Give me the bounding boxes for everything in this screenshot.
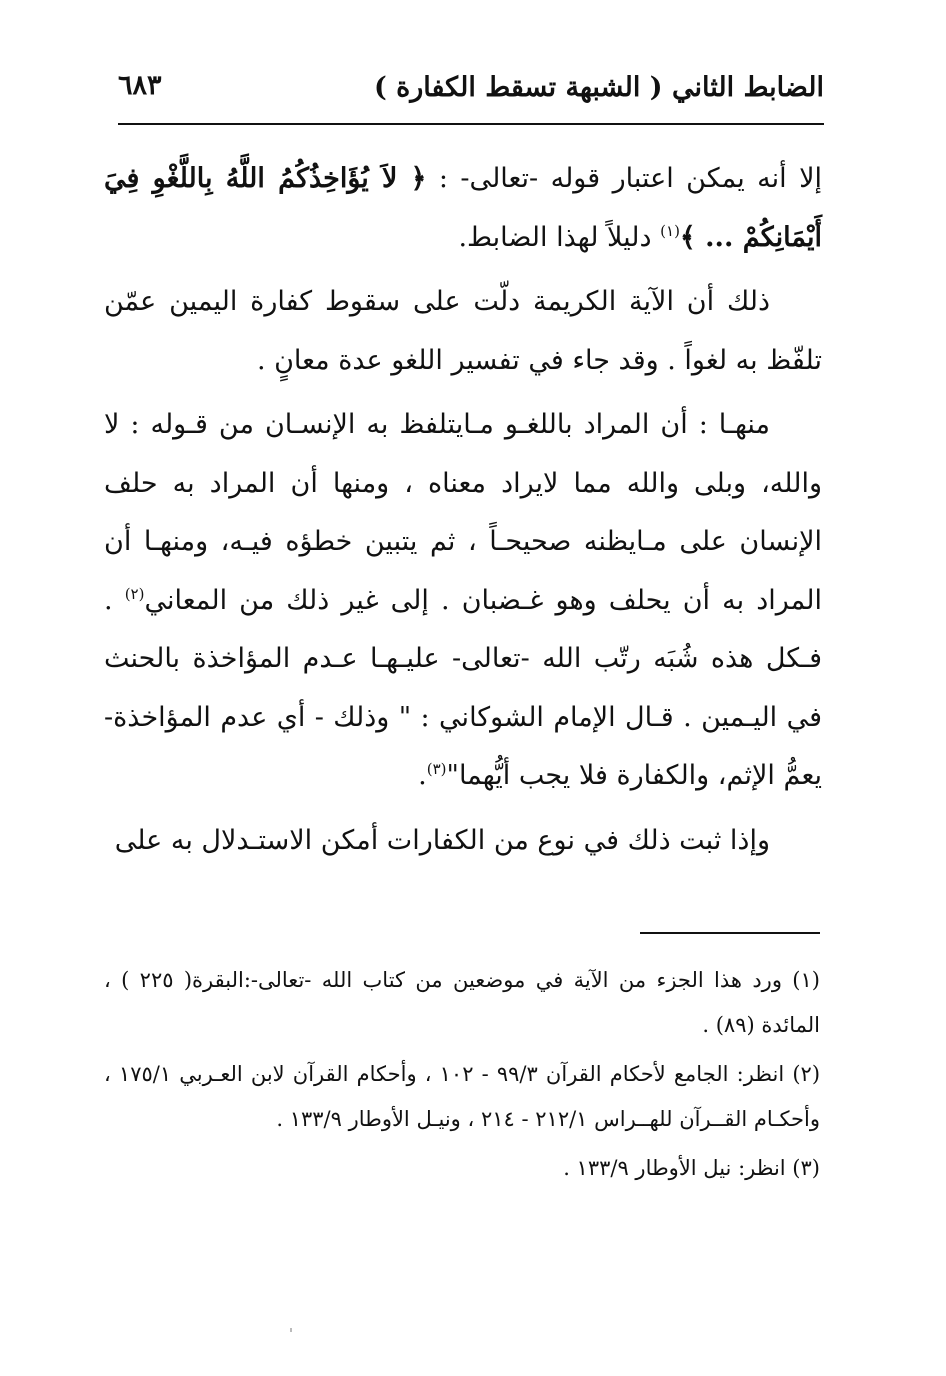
paragraph-1-end: دليلاً لهذا الضابط. — [458, 221, 661, 253]
paragraph-3-end: . — [418, 760, 427, 791]
header-divider — [118, 123, 824, 125]
footnote-divider — [640, 932, 820, 934]
paragraph-4: وإذا ثبت ذلك في نوع من الكفارات أمكن الاستـدلال به على — [114, 824, 770, 856]
page-header — [118, 62, 824, 118]
paragraph-3-part-1: منهـا : أن المراد باللغـو مـايتلفظ به الإنسـان من قـوله : لا والله، وبلى والله مما لايراد معناه ، ومنها أن المراد به حلف الإنسان على مـايظنه صحيحـاً ، ثم يتبين خطؤه فيـه، ومنهـا أن المراد به أن يحلف وهو غـضبان . إلى غير ذلك من المعاني — [104, 409, 822, 616]
footnote-1: (١) ورد هذا الجزء من الآية في موضعين من كتاب الله -تعالى-:البقرة( ٢٢٥ ) ، المائدة (٨٩) . — [104, 968, 820, 1037]
paragraph-2: ذلك أن الآية الكريمة دلّت على سقوط كفارة اليمين عمّن تلفّظ به لغواً . وقد جاء في تفسير اللغو عدة معانٍ . — [104, 286, 822, 376]
footnotes — [104, 958, 820, 1195]
paragraph-1 — [104, 150, 822, 267]
main-text — [104, 150, 822, 876]
paragraph-1-intro: إلا أنه يمكن اعتبار قوله -تعالى- : — [426, 163, 822, 194]
footnote-ref-1: (١) — [660, 221, 680, 240]
footnote-ref-3: (٣) — [426, 760, 447, 778]
running-title: الضابط الثاني ( الشبهة تسقط الكفارة ) — [373, 72, 824, 103]
scan-speck — [290, 1328, 292, 1332]
footnote-3: (٣) انظر: نيل الأوطار ١٣٣/٩ . — [563, 1156, 820, 1180]
footnote-ref-2: (٢) — [124, 584, 145, 603]
page-number: ٦٨٣ — [118, 70, 162, 101]
quran-verse: ﴿ لاَ يُؤَاخِذُكُمُ اللَّهُ بِاللَّغْوِ فِيَ أَيْمَانِكُمْ ... ﴾ — [104, 163, 822, 253]
footnote-2: (٢) انظر: الجامع لأحكام القرآن ٩٩/٣ - ١٠٢ ، وأحكام القرآن لابن العـربي ١٧٥/١ ، وأحكـام القــرآن للهــراس ٢١٢/١ - ٢١٤ ، ونيـل الأوطار ١٣٣/٩ . — [104, 1062, 821, 1131]
paragraph-3 — [104, 396, 822, 806]
paragraph-3-part-2: . فـكل هذه شُبَه رتّب الله -تعالى- عليـهـا عـدم المؤاخذة بالحنث في اليـمين . قـال الإمام الشوكاني : " وذلك - أي عدم المؤاخذة- يعمُّ الإثم، والكفارة فلا يجب أيُّهما" — [104, 584, 822, 791]
